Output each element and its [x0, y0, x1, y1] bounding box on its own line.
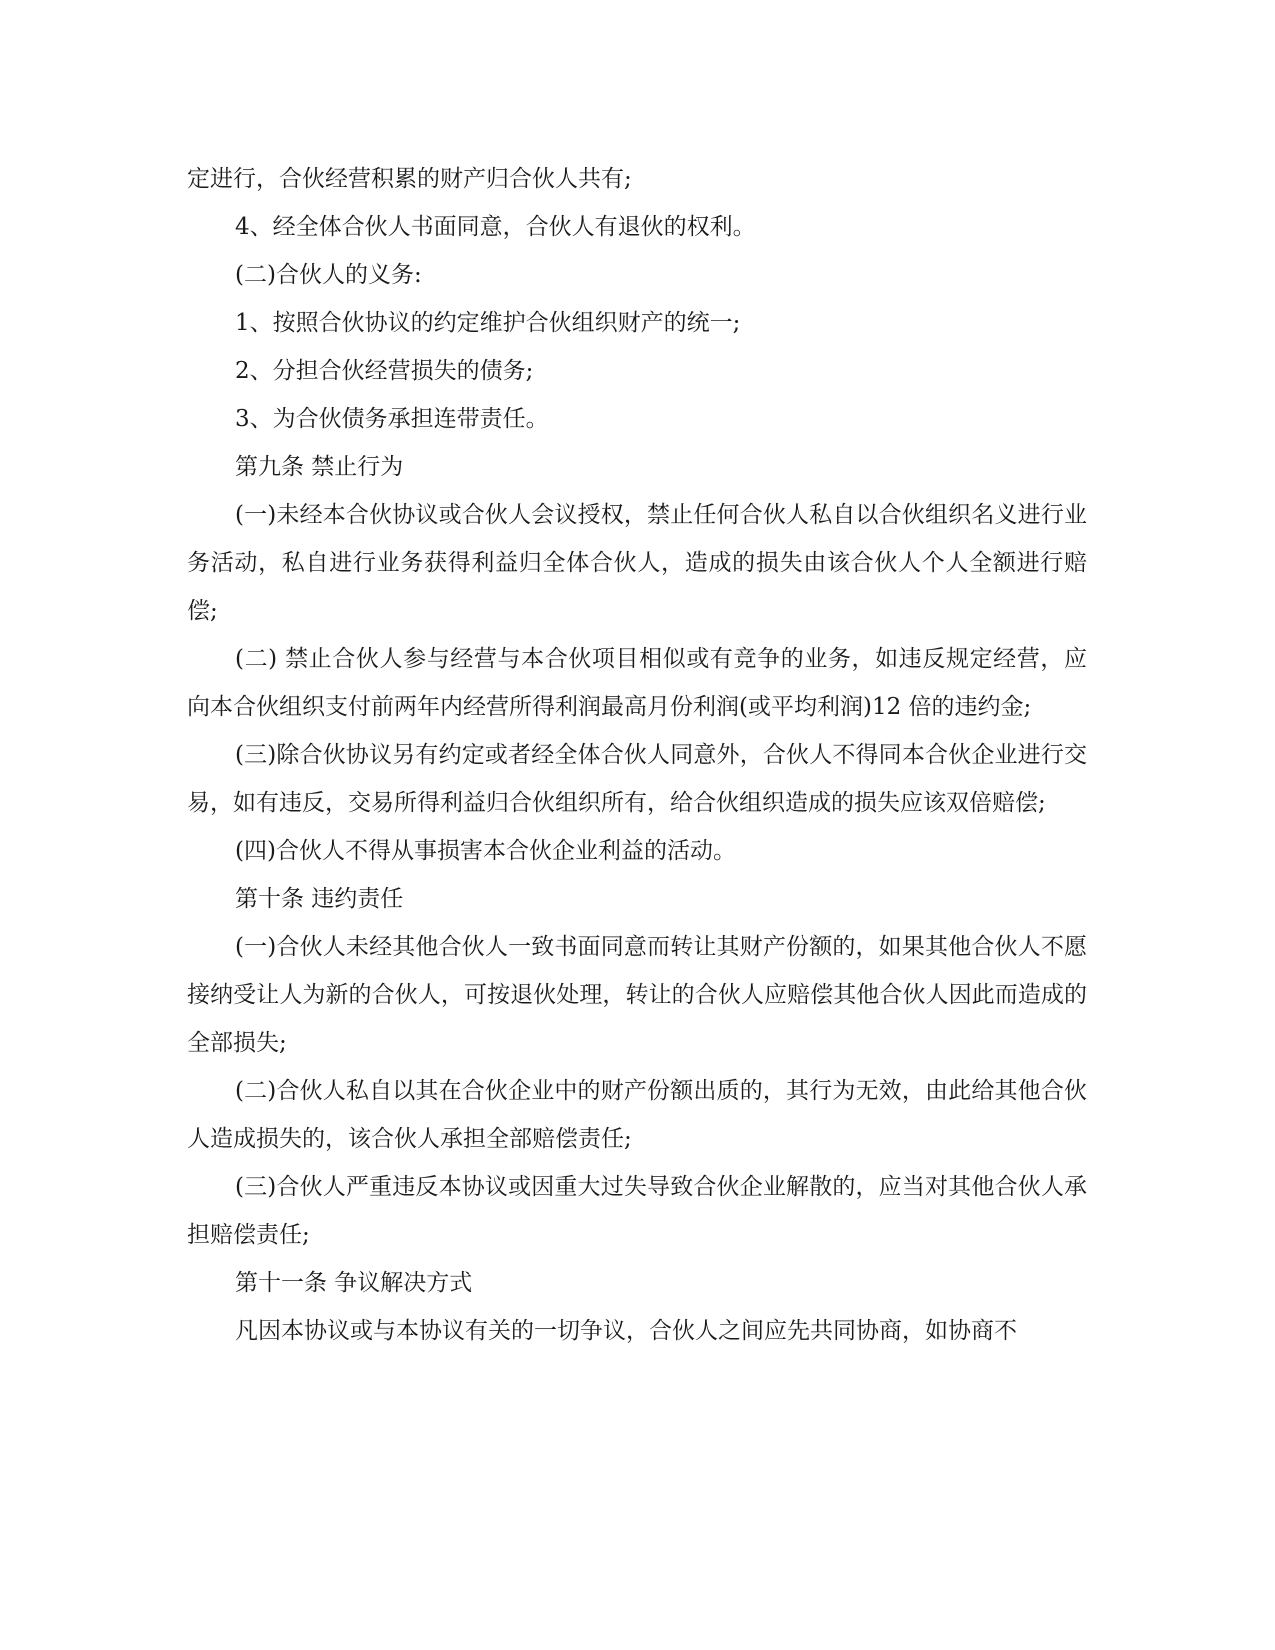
- article-heading: 第十一条 争议解决方式: [235, 1270, 473, 1296]
- paragraph: (三)除合伙协议另有约定或者经全体合伙人同意外，合伙人不得同本合伙企业进行交易，如有违反，交易所得利益归合伙组织所有，给合伙组织造成的损失应该双倍赔偿;: [187, 742, 1087, 816]
- paragraph: (一)合伙人未经其他合伙人一致书面同意而转让其财产份额的，如果其他合伙人不愿接纳受让人为新的合伙人，可按退伙处理，转让的合伙人应赔偿其他合伙人因此而造成的全部损失;: [187, 934, 1087, 1056]
- paragraph: 3、为合伙债务承担连带责任。: [235, 406, 549, 432]
- paragraph: (二) 禁止合伙人参与经营与本合伙项目相似或有竞争的业务，如违反规定经营，应向本合伙组织支付前两年内经营所得利润最高月份利润(或平均利润)12 倍的违约金;: [187, 646, 1087, 720]
- paragraph: 凡因本协议或与本协议有关的一切争议，合伙人之间应先共同协商，如协商不: [235, 1318, 1017, 1344]
- paragraph: 4、经全体合伙人书面同意，合伙人有退伙的权利。: [235, 214, 756, 240]
- paragraph: (一)未经本合伙协议或合伙人会议授权，禁止任何合伙人私自以合伙组织名义进行业务活动，私自进行业务获得利益归全体合伙人，造成的损失由该合伙人个人全额进行赔偿;: [187, 502, 1087, 624]
- paragraph: 2、分担合伙经营损失的债务;: [235, 358, 534, 384]
- paragraph: (四)合伙人不得从事损害本合伙企业利益的活动。: [235, 838, 736, 864]
- section-heading: (二)合伙人的义务:: [235, 262, 422, 288]
- paragraph: 定进行，合伙经营积累的财产归合伙人共有;: [187, 166, 632, 192]
- paragraph: (二)合伙人私自以其在合伙企业中的财产份额出质的，其行为无效，由此给其他合伙人造成损失的，该合伙人承担全部赔偿责任;: [187, 1078, 1087, 1152]
- article-heading: 第十条 违约责任: [235, 886, 404, 912]
- document-body: [187, 155, 1087, 1355]
- article-heading: 第九条 禁止行为: [235, 454, 404, 480]
- paragraph: (三)合伙人严重违反本协议或因重大过失导致合伙企业解散的，应当对其他合伙人承担赔偿责任;: [187, 1174, 1087, 1248]
- paragraph: 1、按照合伙协议的约定维护合伙组织财产的统一;: [235, 310, 741, 336]
